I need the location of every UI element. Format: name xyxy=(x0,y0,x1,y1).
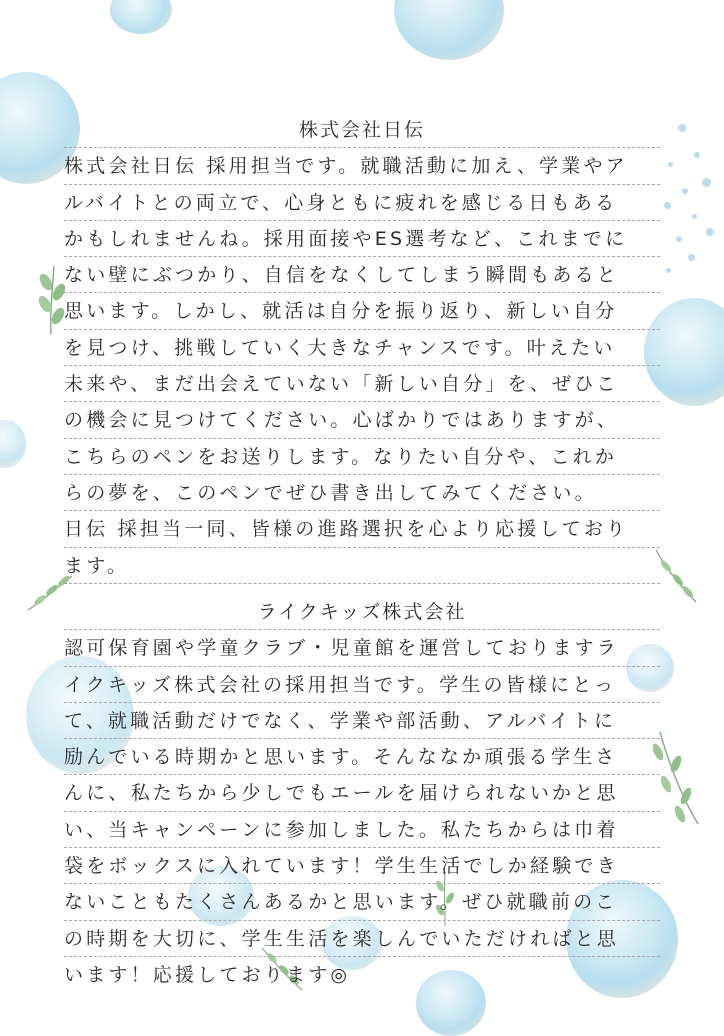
water-droplets-decoration xyxy=(658,122,718,282)
message-line: かもしれませんね。採用面接やES選考など、これまでに xyxy=(64,221,660,257)
message-line: 株式会社日伝 採用担当です。就職活動に加え、学業やア xyxy=(64,148,660,184)
message-line: らの夢を、このペンでぜひ書き出してみてください。 xyxy=(64,475,660,511)
message-line: イクキッズ株式会社の採用担当です。学生の皆様にとっ xyxy=(64,667,660,703)
message-line: て、就職活動だけでなく、学業や部活動、アルバイトに xyxy=(64,703,660,739)
message-line: んに、私たちから少しでもエールを届けられないかと思 xyxy=(64,775,660,811)
message-line: ない壁にぶつかり、自信をなくしてしまう瞬間もあると xyxy=(64,257,660,293)
message-line: ないこともたくさんあるかと思います。ぜひ就職前のこ xyxy=(64,884,660,920)
watercolor-bubble xyxy=(110,0,172,34)
message-line: を見つけ、挑戦していく大きなチャンスです。叶えたい xyxy=(64,330,660,366)
message-section-nichiden xyxy=(64,112,660,584)
leaf-sprig-icon xyxy=(34,262,68,334)
message-line: ルバイトとの両立で、心身ともに疲れを感じる日もある xyxy=(64,185,660,221)
message-line: います！応援しております◎ xyxy=(64,963,351,986)
message-line: 袋をボックスに入れています！学生生活でしか経験でき xyxy=(64,848,660,884)
section-title: 株式会社日伝 xyxy=(64,112,660,148)
message-line: 未来や、まだ出会えていない「新しい自分」を、ぜひこ xyxy=(64,366,660,402)
message-line: い、当キャンペーンに参加しました。私たちからは巾着 xyxy=(64,812,660,848)
section-title: ライクキッズ株式会社 xyxy=(64,594,660,630)
message-line: の機会に見つけてください。心ばかりではありますが、 xyxy=(64,402,660,438)
watercolor-bubble xyxy=(394,0,504,60)
message-line: 思います。しかし、就活は自分を振り返り、新しい自分 xyxy=(64,293,660,329)
message-line: 認可保育園や学童クラブ・児童館を運営しておりますラ xyxy=(64,630,660,666)
message-line: 励んでいる時期かと思います。そんななか頑張る学生さ xyxy=(64,739,660,775)
message-line: 日伝 採担当一同、皆様の進路選択を心より応援しており xyxy=(64,511,660,547)
watercolor-bubble xyxy=(0,420,26,468)
message-section-likekids xyxy=(64,594,660,993)
message-line: の時期を大切に、学生生活を楽しんでいただければと思 xyxy=(64,921,660,957)
message-line: こちらのペンをお送りします。なりたい自分や、これか xyxy=(64,439,660,475)
message-line: ます。 xyxy=(64,548,660,584)
